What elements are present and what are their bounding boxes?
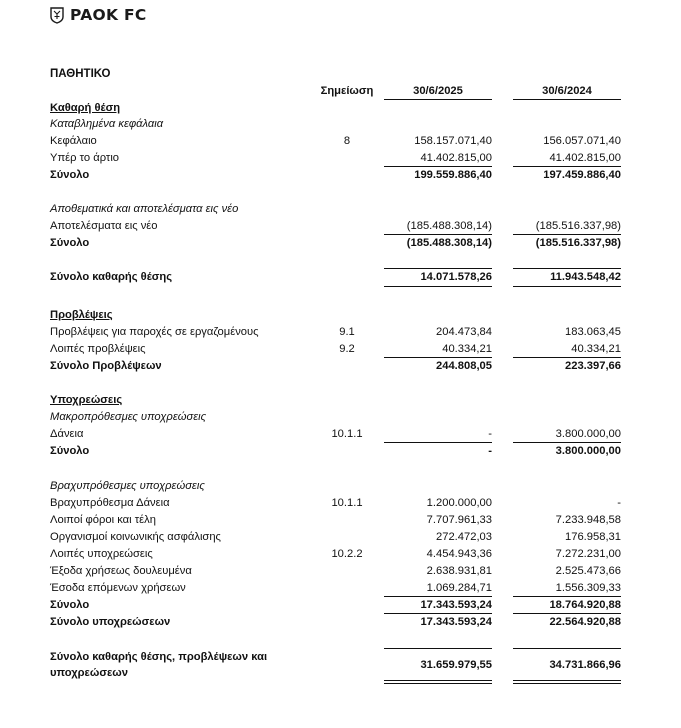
column-header-2024: 30/6/2024 [542,85,592,97]
total-row [0,598,681,613]
double-rule [513,680,621,681]
row-value-2025: - [488,428,492,440]
section-heading [0,393,681,408]
row-value-2024: 7.272.231,00 [555,548,621,560]
total-row [0,615,681,630]
paok-crest-icon [50,7,64,24]
row-value-2024: 223.397,66 [565,360,621,372]
row-value-2024: 197.459.886,40 [543,169,621,181]
sum-rule [513,442,621,443]
row-label: Σύνολο [50,599,90,611]
row-value-2024: - [617,497,621,509]
row-value-2025: 41.402.815,00 [420,152,492,164]
grand-total-label-line1: Σύνολο καθαρής θέσης, προβλέψεων και [50,651,268,663]
brand-logo [50,6,147,24]
sum-rule [513,286,621,287]
row-value-2025: - [488,445,492,457]
sum-rule [384,613,492,614]
row-label: Σύνολο καθαρής θέσης [50,271,173,283]
sum-rule [384,442,492,443]
row-value-2025: 7.707.961,33 [426,514,492,526]
table-row [0,496,681,511]
column-header-row [0,84,681,99]
section-heading [0,308,681,323]
row-note: 10.1.1 [331,428,363,440]
row-label: Υποχρεώσεις [50,394,123,406]
row-note: 10.1.1 [331,497,363,509]
row-value-2024: 41.402.815,00 [549,152,621,164]
row-label: Αποτελέσματα εις νέο [50,220,158,232]
grand-total-row-cont [0,666,681,681]
row-label: Προβλέψεις [50,309,113,321]
row-value-2024: (185.516.337,98) [535,237,621,249]
row-note: 9.1 [339,326,355,338]
row-value-2024: 11.943.548,42 [550,271,621,283]
row-value-2025: 17.343.593,24 [420,599,492,611]
sum-rule [384,166,492,167]
row-value-2025: 199.559.886,40 [414,169,492,181]
row-value-2024: 3.800.000,00 [555,445,621,457]
table-row [0,342,681,357]
row-label: Καθαρή θέση [50,102,121,114]
row-value-2025: 1.069.284,71 [426,582,492,594]
sum-rule [384,286,492,287]
row-value-2025: 204.473,84 [436,326,492,338]
table-row [0,564,681,579]
row-value-2025: 14.071.578,26 [420,271,492,283]
table-row [0,219,681,234]
row-note: 8 [343,135,351,147]
subsection-heading [0,202,681,217]
row-label: Υπέρ το άρτιο [50,152,120,164]
row-value-2024: 2.525.473,66 [555,565,621,577]
row-value-2025: 272.472,03 [436,531,492,543]
logo-text: PAOK FC [70,6,147,24]
total-row [0,270,681,285]
sum-rule [513,268,621,269]
column-header-2025: 30/6/2025 [413,85,463,97]
row-note: 9.2 [339,343,355,355]
double-rule [384,683,492,684]
row-label: Σύνολο υποχρεώσεων [50,616,171,628]
row-value-2025: 40.334,21 [442,343,492,355]
page-title: ΠΑΘΗΤΙΚΟ [50,68,111,80]
sum-rule [513,613,621,614]
row-value-2024: 3.800.000,00 [555,428,621,440]
row-value-2025: 158.157.071,40 [414,135,492,147]
row-label: Λοιποί φόροι και τέλη [50,514,156,526]
table-row [0,581,681,596]
total-row [0,359,681,374]
row-label: Βραχυπρόθεσμες υποχρεώσεις [50,480,205,492]
row-label: Έσοδα επόμενων χρήσεων [50,582,186,594]
row-label: Αποθεματικά και αποτελέσματα εις νέο [50,203,239,215]
sum-rule [384,648,492,649]
double-rule [513,683,621,684]
sum-rule [513,357,621,358]
row-value-2024: 40.334,21 [571,343,621,355]
row-value-2025: (185.488.308,14) [406,237,492,249]
grand-total-label-line2: υποχρεώσεων [50,667,128,679]
row-value-2024: 22.564.920,88 [549,616,621,628]
row-label: Καταβλημένα κεφάλαια [50,118,164,130]
header-rule [384,99,492,100]
sum-rule [384,596,492,597]
header-rule [513,99,621,100]
row-value-2024: 183.063,45 [565,326,621,338]
row-label: Κεφάλαιο [50,135,97,147]
sum-rule [384,234,492,235]
subsection-heading [0,479,681,494]
sum-rule [513,596,621,597]
row-label: Σύνολο [50,169,90,181]
row-label: Μακροπρόθεσμες υποχρεώσεις [50,411,207,423]
grand-total-2025: 31.659.979,55 [420,659,492,671]
row-label: Σύνολο Προβλέψεων [50,360,162,372]
total-row [0,168,681,183]
sum-rule [513,234,621,235]
row-value-2024: (185.516.337,98) [535,220,621,232]
sum-rule [384,268,492,269]
section-heading [0,101,681,116]
row-value-2024: 176.958,31 [565,531,621,543]
row-value-2025: (185.488.308,14) [406,220,492,232]
grand-total-2024: 34.731.866,96 [549,659,621,671]
subsection-heading [0,410,681,425]
table-row [0,134,681,149]
row-note: 10.2.2 [331,548,363,560]
column-header-note: Σημείωση [320,85,374,97]
row-value-2024: 7.233.948,58 [555,514,621,526]
table-row [0,151,681,166]
table-row [0,325,681,340]
row-value-2024: 156.057.071,40 [543,135,621,147]
row-value-2025: 2.638.931,81 [426,565,492,577]
row-label: Βραχυπρόθεσμα Δάνεια [50,497,170,509]
row-value-2025: 244.808,05 [436,360,492,372]
sum-rule [513,166,621,167]
row-value-2025: 1.200.000,00 [426,497,492,509]
table-row [0,513,681,528]
row-label: Δάνεια [50,428,84,440]
total-row [0,236,681,251]
row-value-2024: 18.764.920,88 [549,599,621,611]
row-label: Σύνολο [50,445,90,457]
total-row [0,444,681,459]
subsection-heading [0,117,681,132]
row-value-2024: 1.556.309,33 [555,582,621,594]
row-label: Προβλέψεις για παροχές σε εργαζομένους [50,326,259,338]
sum-rule [513,648,621,649]
row-label: Έξοδα χρήσεως δουλευμένα [50,565,192,577]
row-label: Λοιπές προβλέψεις [50,343,146,355]
row-value-2025: 4.454.943,36 [426,548,492,560]
table-row [0,547,681,562]
sum-rule [384,357,492,358]
row-label: Σύνολο [50,237,90,249]
row-value-2025: 17.343.593,24 [420,616,492,628]
double-rule [384,680,492,681]
row-label: Οργανισμοί κοινωνικής ασφάλισης [50,531,221,543]
table-row [0,427,681,442]
table-row [0,530,681,545]
row-label: Λοιπές υποχρεώσεις [50,548,153,560]
